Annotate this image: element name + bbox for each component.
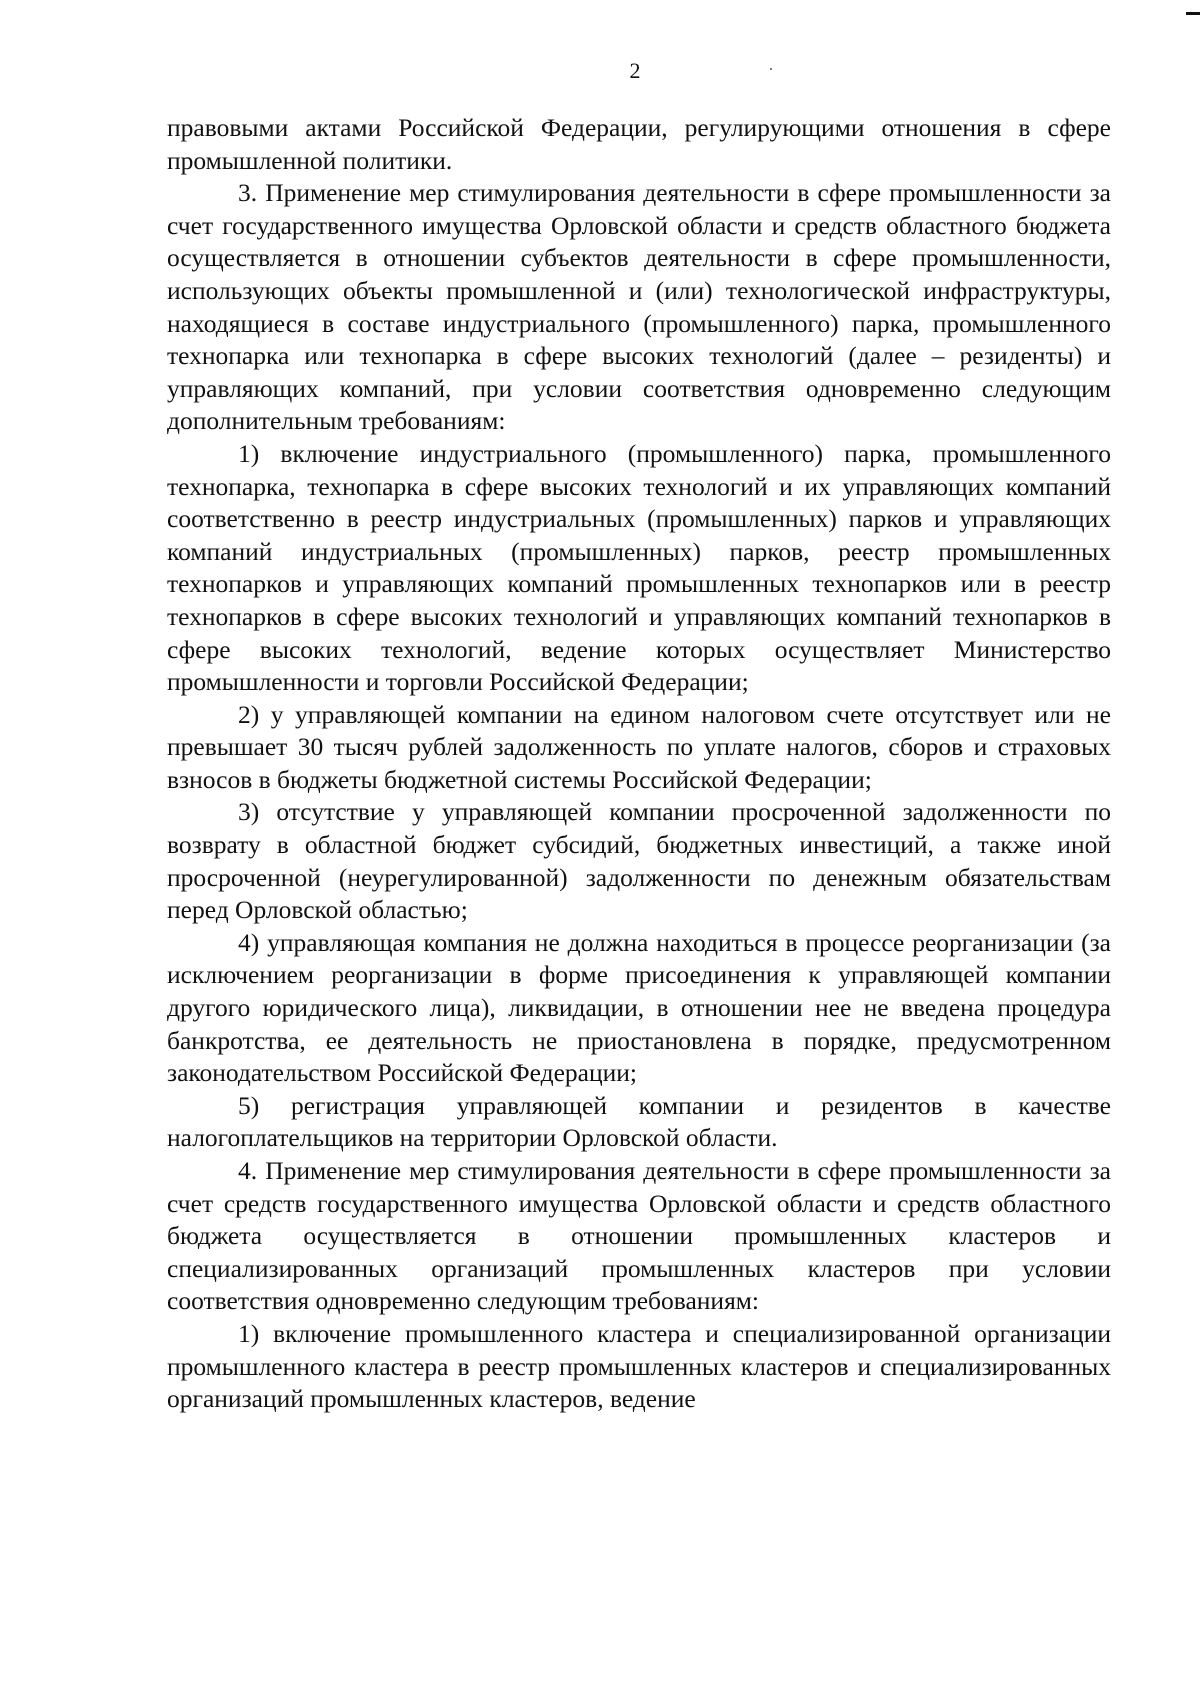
document-body bbox=[167, 112, 1111, 1416]
paragraph-item-3: 3. Применение мер стимулирования деятельности в сфере промышленности за счет государственного имущества Орловской области и средств областного бюджета осуществляется в отношении субъектов деятельности в сфере промышленности, использующих объекты промышленной и (или) технологической инфраструктуры, находящиеся в составе индустриального (промышленного) парка, промышленного технопарка или технопарка в сфере высоких технологий (далее – резиденты) и управляющих компаний, при условии соответствия одновременно следующим дополнительным требованиям: bbox=[167, 178, 1111, 436]
paragraph-item-3-1: 1) включение индустриального (промышленного) парка, промышленного технопарка, технопарка в сфере высоких технологий и их управляющих компаний соответственно в реестр индустриальных (промышленных) парков и управляющих компаний индустриальных (промышленных) парков, реестр промышленных технопарков и управляющих компаний промышленных технопарков или в реестр технопарков в сфере высоких технологий и управляющих компаний технопарков в сфере высоких технологий, ведение которых осуществляет Министерство промышленности и торговли Российской Федерации; bbox=[167, 438, 1111, 697]
paragraph-item-3-5: 5) регистрация управляющей компании и резидентов в качестве налогоплательщиков на территории Орловской области. bbox=[167, 1090, 1111, 1153]
paragraph-item-3-3: 3) отсутствие у управляющей компании просроченной задолженности по возврату в областной бюджет субсидий, бюджетных инвестиций, а также иной просроченной (неурегулированной) задолженности по денежным обязательствам перед Орловской областью; bbox=[167, 797, 1111, 925]
paragraph-item-4-1: 1) включение промышленного кластера и специализированной организации промышленного кластера в реестр промышленных кластеров и специализированных организаций промышленных кластеров, ведение bbox=[167, 1318, 1111, 1414]
paragraph-item-3-4: 4) управляющая компания не должна находиться в процессе реорганизации (за исключением реорганизации в форме присоединения к управляющей компании другого юридического лица), ликвидации, в отношении нее не введена процедура банкротства, ее деятельность не приостановлена в порядке, предусмотренном законодательством Российской Федерации; bbox=[167, 927, 1111, 1088]
paragraph-continuation: правовыми актами Российской Федерации, регулирующими отношения в сфере промышленной политики. bbox=[167, 113, 1111, 175]
page-number: 2 bbox=[629, 58, 641, 83]
paragraph-item-4: 4. Применение мер стимулирования деятельности в сфере промышленности за счет средств государственного имущества Орловской области и средств областного бюджета осуществляется в отношении промышленных кластеров и специализированных организаций промышленных кластеров при условии соответствия одновременно следующим требованиям: bbox=[167, 1156, 1111, 1316]
paragraph-item-3-2: 2) у управляющей компании на едином налоговом счете отсутствует или не превышает 30 тысяч рублей задолженность по уплате налогов, сборов и страховых взносов в бюджеты бюджетной системы Российской Федерации; bbox=[167, 699, 1111, 794]
scan-edge-mark bbox=[1186, 12, 1200, 15]
